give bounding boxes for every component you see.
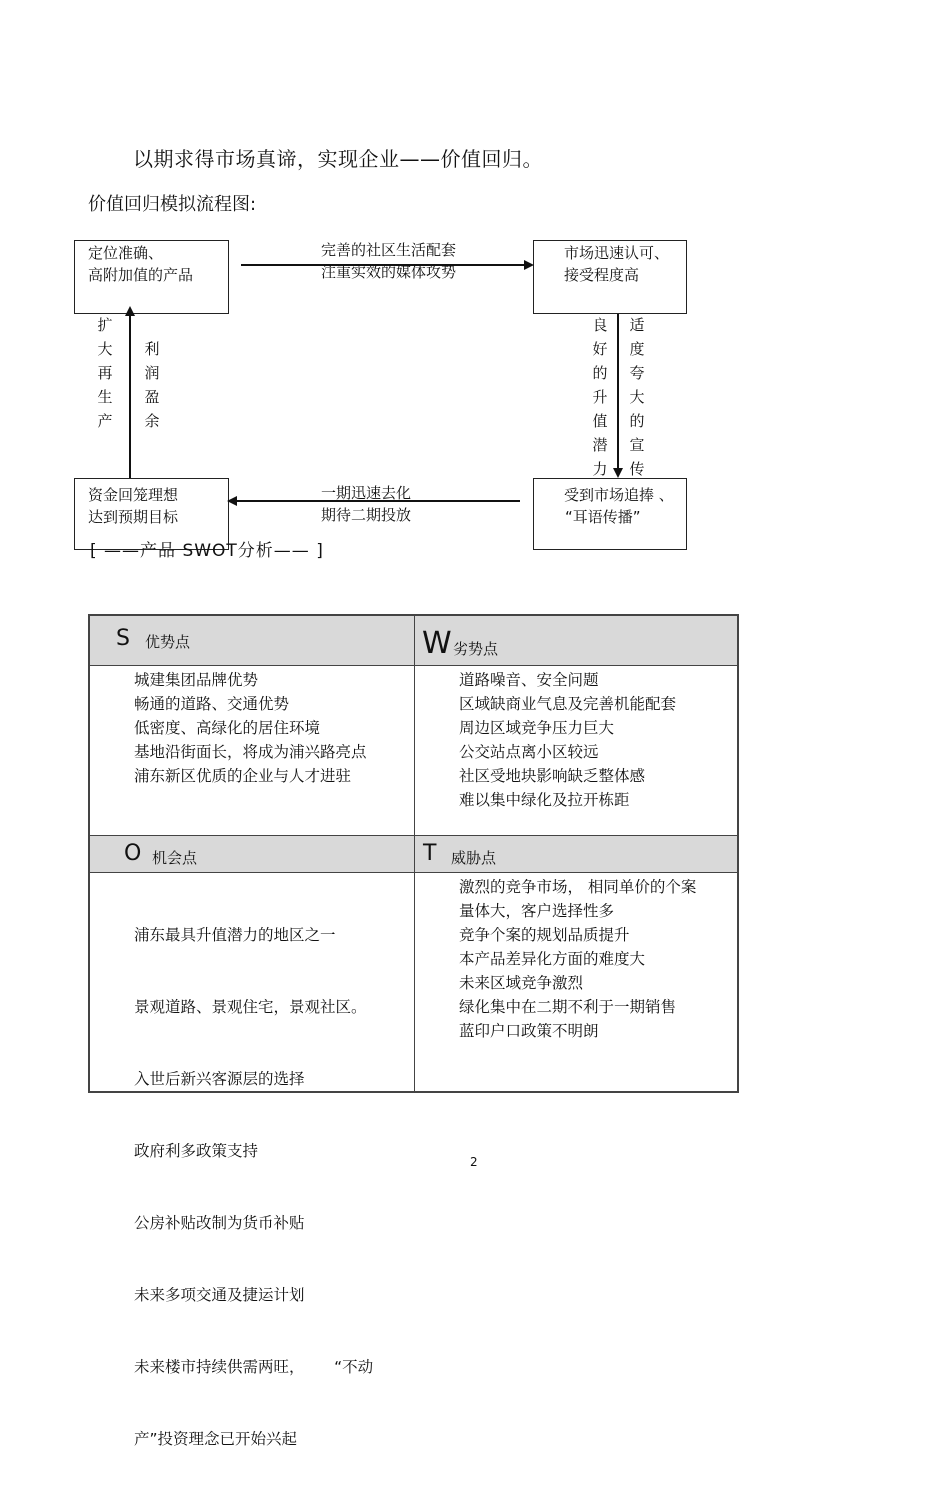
left-col2-char: 盈 xyxy=(144,388,160,406)
list-item: 未来区域竞争激烈 xyxy=(459,974,584,992)
list-item: 景观道路、景观住宅，景观社区。 xyxy=(134,998,367,1016)
flow-box-capital-return-line1: 资金回笼理想 xyxy=(88,486,179,504)
arrow-top-right-head xyxy=(524,260,534,270)
right-col1-char: 升 xyxy=(592,388,608,406)
list-item: 绿化集中在二期不利于一期销售 xyxy=(459,998,677,1016)
flow-box-product-line1: 定位准确、 xyxy=(88,244,164,262)
swot-weaknesses-list xyxy=(459,668,676,812)
right-col2-char: 宣 xyxy=(629,436,645,454)
right-col1-char: 值 xyxy=(592,412,608,430)
list-item: 蓝印户口政策不明朗 xyxy=(459,1022,599,1040)
right-col2-char: 大 xyxy=(629,388,645,406)
arrow-bottom-label-line1: 一期迅速去化 xyxy=(321,484,412,502)
list-item: 公交站点离小区较远 xyxy=(459,743,599,761)
list-item: 量体大，客户选择性多 xyxy=(459,902,615,920)
list-item: 畅通的道路、交通优势 xyxy=(134,695,290,713)
list-item: 浦东新区优质的企业与人才进驻 xyxy=(134,767,352,785)
list-item: 未来多项交通及捷运计划 xyxy=(134,1286,305,1304)
left-col1-char: 扩 xyxy=(97,316,113,334)
right-col1-char: 好 xyxy=(592,340,608,358)
left-col2-char: 润 xyxy=(144,364,160,382)
list-item: 道路噪音、安全问题 xyxy=(459,671,599,689)
list-item: 公房补贴改制为货币补贴 xyxy=(134,1214,305,1232)
swot-header-threats xyxy=(415,836,737,873)
swot-strengths-list xyxy=(134,668,367,788)
right-col1-char: 潜 xyxy=(592,436,608,454)
left-col1-char: 生 xyxy=(97,388,113,406)
list-item: 区域缺商业气息及完善机能配套 xyxy=(459,695,677,713)
list-item: 基地沿街面长，将成为浦兴路亮点 xyxy=(134,743,367,761)
flow-box-market-hype-line1: 受到市场追捧 、 xyxy=(564,486,674,504)
flow-box-product-line2: 高附加值的产品 xyxy=(88,266,194,284)
left-col1-char: 再 xyxy=(97,364,113,382)
swot-header-weaknesses xyxy=(415,616,737,666)
swot-table xyxy=(88,614,739,1448)
list-item: 社区受地块影响缺乏整体感 xyxy=(459,767,646,785)
intro-line: 以期求得市场真谛，实现企业——价值回归。 xyxy=(133,147,543,171)
right-col2-char: 的 xyxy=(629,412,645,430)
left-vertical-label-expand xyxy=(96,313,114,433)
swot-label-opportunities: 机会点 xyxy=(152,849,198,867)
arrow-bottom-left-head xyxy=(227,496,237,506)
list-item: 产”投资理念已开始兴起 xyxy=(134,1430,298,1448)
swot-header-strengths xyxy=(90,616,415,666)
list-item: 未来楼市持续供需两旺， “不动 xyxy=(134,1358,374,1376)
swot-letter-w: W xyxy=(422,626,452,661)
arrow-top-label-line2: 注重实效的媒体攻势 xyxy=(321,263,457,281)
swot-opportunities-list xyxy=(134,875,373,1499)
swot-opportunities-list-cell xyxy=(90,873,415,1448)
swot-label-threats: 威胁点 xyxy=(451,849,497,867)
swot-label-strengths: 优势点 xyxy=(145,633,191,651)
swot-threats-list xyxy=(459,875,696,1043)
left-vertical-label-profit xyxy=(143,337,161,433)
arrow-top-label xyxy=(321,239,456,283)
list-item: 浦东最具升值潜力的地区之一 xyxy=(134,926,336,944)
list-item: 难以集中绿化及拉开栋距 xyxy=(459,791,630,809)
right-vertical-label-promotion xyxy=(628,313,646,481)
right-col2-char: 传 xyxy=(629,460,645,478)
list-item: 政府利多政策支持 xyxy=(134,1142,259,1160)
right-col1-char: 的 xyxy=(592,364,608,382)
right-col2-char: 夸 xyxy=(629,364,645,382)
left-col2-char: 余 xyxy=(144,412,160,430)
flow-heading: 价值回归模拟流程图: xyxy=(88,194,257,215)
list-item: 入世后新兴客源层的选择 xyxy=(134,1070,305,1088)
right-col2-char: 适 xyxy=(629,316,645,334)
list-item: 竞争个案的规划品质提升 xyxy=(459,926,630,944)
left-col2-char: 利 xyxy=(144,340,160,358)
swot-weaknesses-list-cell xyxy=(415,666,737,836)
flow-box-market-accept-line1: 市场迅速认可、 xyxy=(564,244,670,262)
swot-letter-o: O xyxy=(124,841,142,866)
swot-header-opportunities xyxy=(90,836,415,873)
arrow-right-down-head xyxy=(613,468,623,478)
arrow-left-up-head xyxy=(125,306,135,316)
swot-label-weaknesses: 劣势点 xyxy=(453,640,499,658)
left-col1-char: 大 xyxy=(97,340,113,358)
flow-box-market-hype-line2: “耳语传播” xyxy=(565,508,641,526)
right-col1-char: 良 xyxy=(592,316,608,334)
flow-box-market-accept-line2: 接受程度高 xyxy=(564,266,640,284)
list-item: 激烈的竞争市场， 相同单价的个案 xyxy=(459,878,697,896)
arrow-bottom-label xyxy=(321,482,411,526)
swot-title: [ ——产品 SWOT分析—— ] xyxy=(90,541,324,561)
list-item: 低密度、高绿化的居住环境 xyxy=(134,719,321,737)
right-vertical-label-potential xyxy=(591,313,609,481)
list-item: 本产品差异化方面的难度大 xyxy=(459,950,646,968)
flow-box-capital-return-line2: 达到预期目标 xyxy=(88,508,179,526)
left-col1-char: 产 xyxy=(97,412,113,430)
list-item: 周边区域竞争压力巨大 xyxy=(459,719,615,737)
swot-letter-t: T xyxy=(423,841,437,866)
flow-arrows xyxy=(0,0,950,560)
right-col1-char: 力 xyxy=(592,460,608,478)
arrow-top-label-line1: 完善的社区生活配套 xyxy=(321,241,457,259)
arrow-bottom-label-line2: 期待二期投放 xyxy=(321,506,412,524)
right-col2-char: 度 xyxy=(629,340,645,358)
page-number: 2 xyxy=(470,1155,478,1169)
swot-threats-list-cell xyxy=(415,873,737,1091)
list-item: 城建集团品牌优势 xyxy=(134,671,259,689)
swot-letter-s: S xyxy=(116,626,130,651)
swot-strengths-list-cell xyxy=(90,666,415,836)
